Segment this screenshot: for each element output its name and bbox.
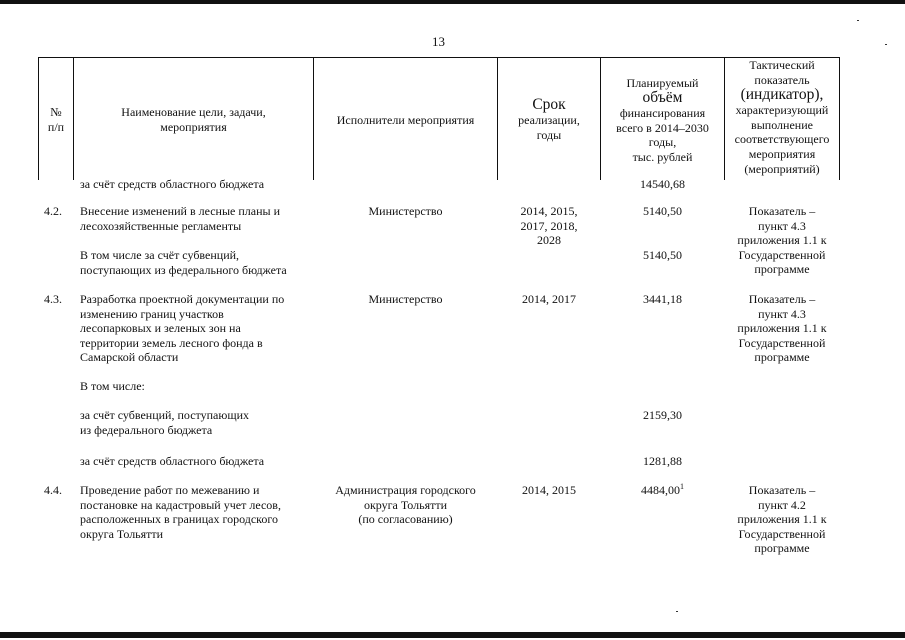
row-4-3-executor: Министерство xyxy=(368,292,443,306)
row-4-4-num: 4.4. xyxy=(44,483,62,497)
row-4-3-funding: 3441,18 xyxy=(643,292,682,306)
row-4-2-sub-funding: 5140,50 xyxy=(643,248,682,262)
row-4-2-executor: Министерство xyxy=(368,204,443,218)
top-border-bar xyxy=(0,0,905,4)
row-4-3-sub1-name: за счёт субвенций, поступающих из федерального бюджета xyxy=(80,408,249,437)
row-4-2-term: 2014, 2015, 2017, 2018, 2028 xyxy=(520,204,578,248)
row-4-2-name: Внесение изменений в лесные планы и лесохозяйственные регламенты xyxy=(80,204,281,233)
row-4-4-executor: Администрация городского округа Тольятти (по согласованию) xyxy=(335,483,476,527)
bottom-border-bar xyxy=(0,632,905,638)
header-funding: Планируемый объём финансирования всего в 2014–2030 годы, тыс. рублей xyxy=(616,75,709,164)
row-4-2-num: 4.2. xyxy=(44,204,62,218)
row-4-3-term: 2014, 2017 xyxy=(522,292,576,306)
row-4-4-term: 2014, 2015 xyxy=(522,483,576,497)
header-executors: Исполнители мероприятия xyxy=(336,112,475,127)
header-tactical-indicator: Тактический показатель (индикатор), характеризующий выполнение соответствующего мероприятия (мероприятий) xyxy=(734,58,830,176)
row-continuation-name: за счёт средств областного бюджета xyxy=(80,177,265,191)
row-4-3-indicator: Показатель – пункт 4.3 приложения 1.1 к Государственной программе xyxy=(737,292,827,365)
scan-speck xyxy=(676,611,678,612)
scan-speck xyxy=(885,44,887,45)
header-num: № п/п xyxy=(47,105,65,134)
row-4-3-sub1-funding: 2159,30 xyxy=(643,408,682,422)
row-4-4-indicator: Показатель – пункт 4.2 приложения 1.1 к Государственной программе xyxy=(737,483,827,556)
row-4-2-sub-name: В том числе за счёт субвенций, поступающих из федерального бюджета xyxy=(80,248,287,277)
row-4-2-indicator: Показатель – пункт 4.3 приложения 1.1 к Государственной программе xyxy=(737,204,827,277)
row-4-4-funding: 4484,00$^1$ xyxy=(641,482,684,497)
row-4-3-sub2-funding: 1281,88 xyxy=(643,454,682,468)
header-term: Срок реализации, годы xyxy=(518,96,580,142)
footnote-marker: 1 xyxy=(680,482,684,491)
row-4-3-including-label: В том числе: xyxy=(80,379,145,393)
row-continuation-funding: 14540,68 xyxy=(640,177,685,191)
row-4-2-funding: 5140,50 xyxy=(643,204,682,218)
page-number: 13 xyxy=(432,34,445,49)
row-4-3-sub2-name: за счёт средств областного бюджета xyxy=(80,454,265,468)
row-4-3-num: 4.3. xyxy=(44,292,62,306)
scan-speck xyxy=(857,20,859,21)
row-4-4-name: Проведение работ по межеванию и постановке на кадастровый учет лесов, расположенных в границах городского округа Тольятти xyxy=(80,483,281,541)
row-4-3-name: Разработка проектной документации по изменению границ участков лесопарковых и зеленых зон на территории земель лесного фонда в Самарской области xyxy=(80,292,285,365)
header-name: Наименование цели, задачи, мероприятия xyxy=(121,105,266,134)
